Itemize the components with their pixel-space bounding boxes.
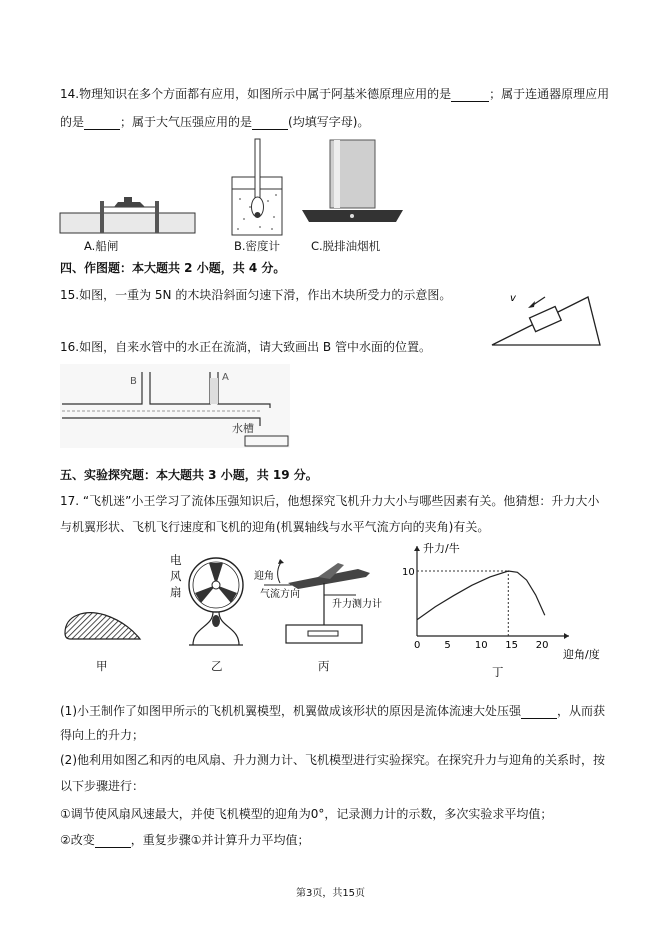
q17-sub1-line1 <box>60 703 605 719</box>
q17-sub2-line2: 以下步骤进行： <box>60 779 145 793</box>
q14-line2-text: 的是 <box>60 115 85 129</box>
ship-lock-figure <box>60 195 195 235</box>
q15-text: 15.如图，一重为 5N 的木块沿斜面匀速下滑，作出木块所受力的示意图。 <box>60 288 452 302</box>
label-bing: 丙 <box>318 659 330 673</box>
lift-meter-figure <box>254 555 398 650</box>
q17-sub1-text: (1)小王制作了如图甲所示的飞机机翼模型，机翼做成该形状的原因是流体流速大处压强 <box>60 704 522 718</box>
fan-label <box>170 552 182 600</box>
q17-sub2-line1: (2)他利用如图乙和丙的电风扇、升力测力计、飞机模型进行实验探究。在探究升力与迎角的关系时，按 <box>60 753 606 767</box>
section-4-title: 四、作图题：本大题共 2 小题，共 4 分。 <box>60 261 286 275</box>
q17-blank-1[interactable] <box>521 706 557 719</box>
caption-c: C.脱排油烟机 <box>311 239 381 253</box>
q14-line1-text-b: ；属于连通器原理应用 <box>489 87 610 101</box>
pipe-label-b: B <box>130 376 137 387</box>
x-axis-arrow <box>564 633 569 639</box>
q16-text: 16.如图，自来水管中的水正在流淌，请大致画出 B 管中水面的位置。 <box>60 340 431 354</box>
chart-ylabel: 升力/牛 <box>423 542 460 555</box>
q17-step1: ①调节使风扇风速最大，并使飞机模型的迎角为0°，记录测力计的示数，多次实验求平均值； <box>60 807 553 821</box>
x-tick-label: 0 <box>414 640 421 651</box>
hydrometer-figure <box>230 137 285 237</box>
fan-label-1: 电 <box>170 553 182 567</box>
wood-block <box>530 307 562 332</box>
caption-a: A.船闸 <box>84 239 119 253</box>
tap-label: 水槽 <box>232 422 254 435</box>
electric-fan-figure <box>183 555 253 650</box>
q14-blank-3[interactable] <box>252 117 288 130</box>
fan-label-3: 扇 <box>170 585 182 599</box>
q14-line1-text: 14.物理知识在多个方面都有应用，如图所示中属于阿基米德原理应用的是 <box>60 87 452 101</box>
page-footer: 第3页，共15页 <box>295 888 366 899</box>
q14-blank-1[interactable] <box>451 89 489 102</box>
x-tick-label: 5 <box>444 640 451 651</box>
caption-b: B.密度计 <box>234 239 281 253</box>
y-axis-arrow <box>414 546 420 551</box>
q17-line1: 17. “飞机迷”小王学习了流体压强知识后，他想探究飞机升力大小与哪些因素有关。他猜想：升力大小 <box>60 494 600 508</box>
y-tick-label: 10 <box>402 567 415 578</box>
label-yi: 乙 <box>211 659 223 673</box>
q14-line2-text-b: ；属于大气压强应用的是 <box>120 115 253 129</box>
q17-line2: 与机翼形状、飞机飞行速度和飞机的迎角(机翼轴线与水平气流方向的夹角)有关。 <box>60 520 490 534</box>
q14-line2 <box>60 114 369 130</box>
wing-model-figure <box>60 605 145 645</box>
q14-line1 <box>60 86 609 102</box>
q14-blank-2[interactable] <box>84 117 120 130</box>
q17-step2 <box>60 832 310 848</box>
x-tick-label: 10 <box>474 640 488 651</box>
incline-figure <box>490 285 602 347</box>
chart-axes <box>414 546 569 639</box>
chart-xlabel: 迎角/度 <box>563 648 600 661</box>
q17-sub1-line2: 得向上的升力； <box>60 728 145 742</box>
q17-sub1-text-b: ，从而获 <box>557 704 606 718</box>
airflow-label: 气流方向 <box>260 589 300 600</box>
x-tick-label: 15 <box>505 640 519 651</box>
q14-line2-text-c: (均填写字母)。 <box>288 115 370 129</box>
fan-label-2: 风 <box>170 569 182 583</box>
velocity-label: v <box>510 293 516 304</box>
q17-blank-2[interactable] <box>95 835 131 848</box>
q17-step2-text-b: ，重复步骤①并计算升力平均值； <box>130 833 310 847</box>
q17-step2-text: ②改变 <box>60 833 95 847</box>
range-hood-figure <box>300 140 405 230</box>
pipe-label-a: A <box>222 372 229 383</box>
water-pipe-figure <box>60 364 290 448</box>
meter-label: 升力测力计 <box>332 599 382 610</box>
label-ding: 丁 <box>492 665 504 679</box>
label-jia: 甲 <box>96 659 108 673</box>
x-tick-label: 20 <box>535 640 549 651</box>
angle-label: 迎角 <box>254 571 274 582</box>
series-line <box>417 571 545 620</box>
section-5-title: 五、实验探究题：本大题共 3 小题，共 19 分。 <box>60 468 318 482</box>
lift-angle-chart <box>395 542 605 679</box>
